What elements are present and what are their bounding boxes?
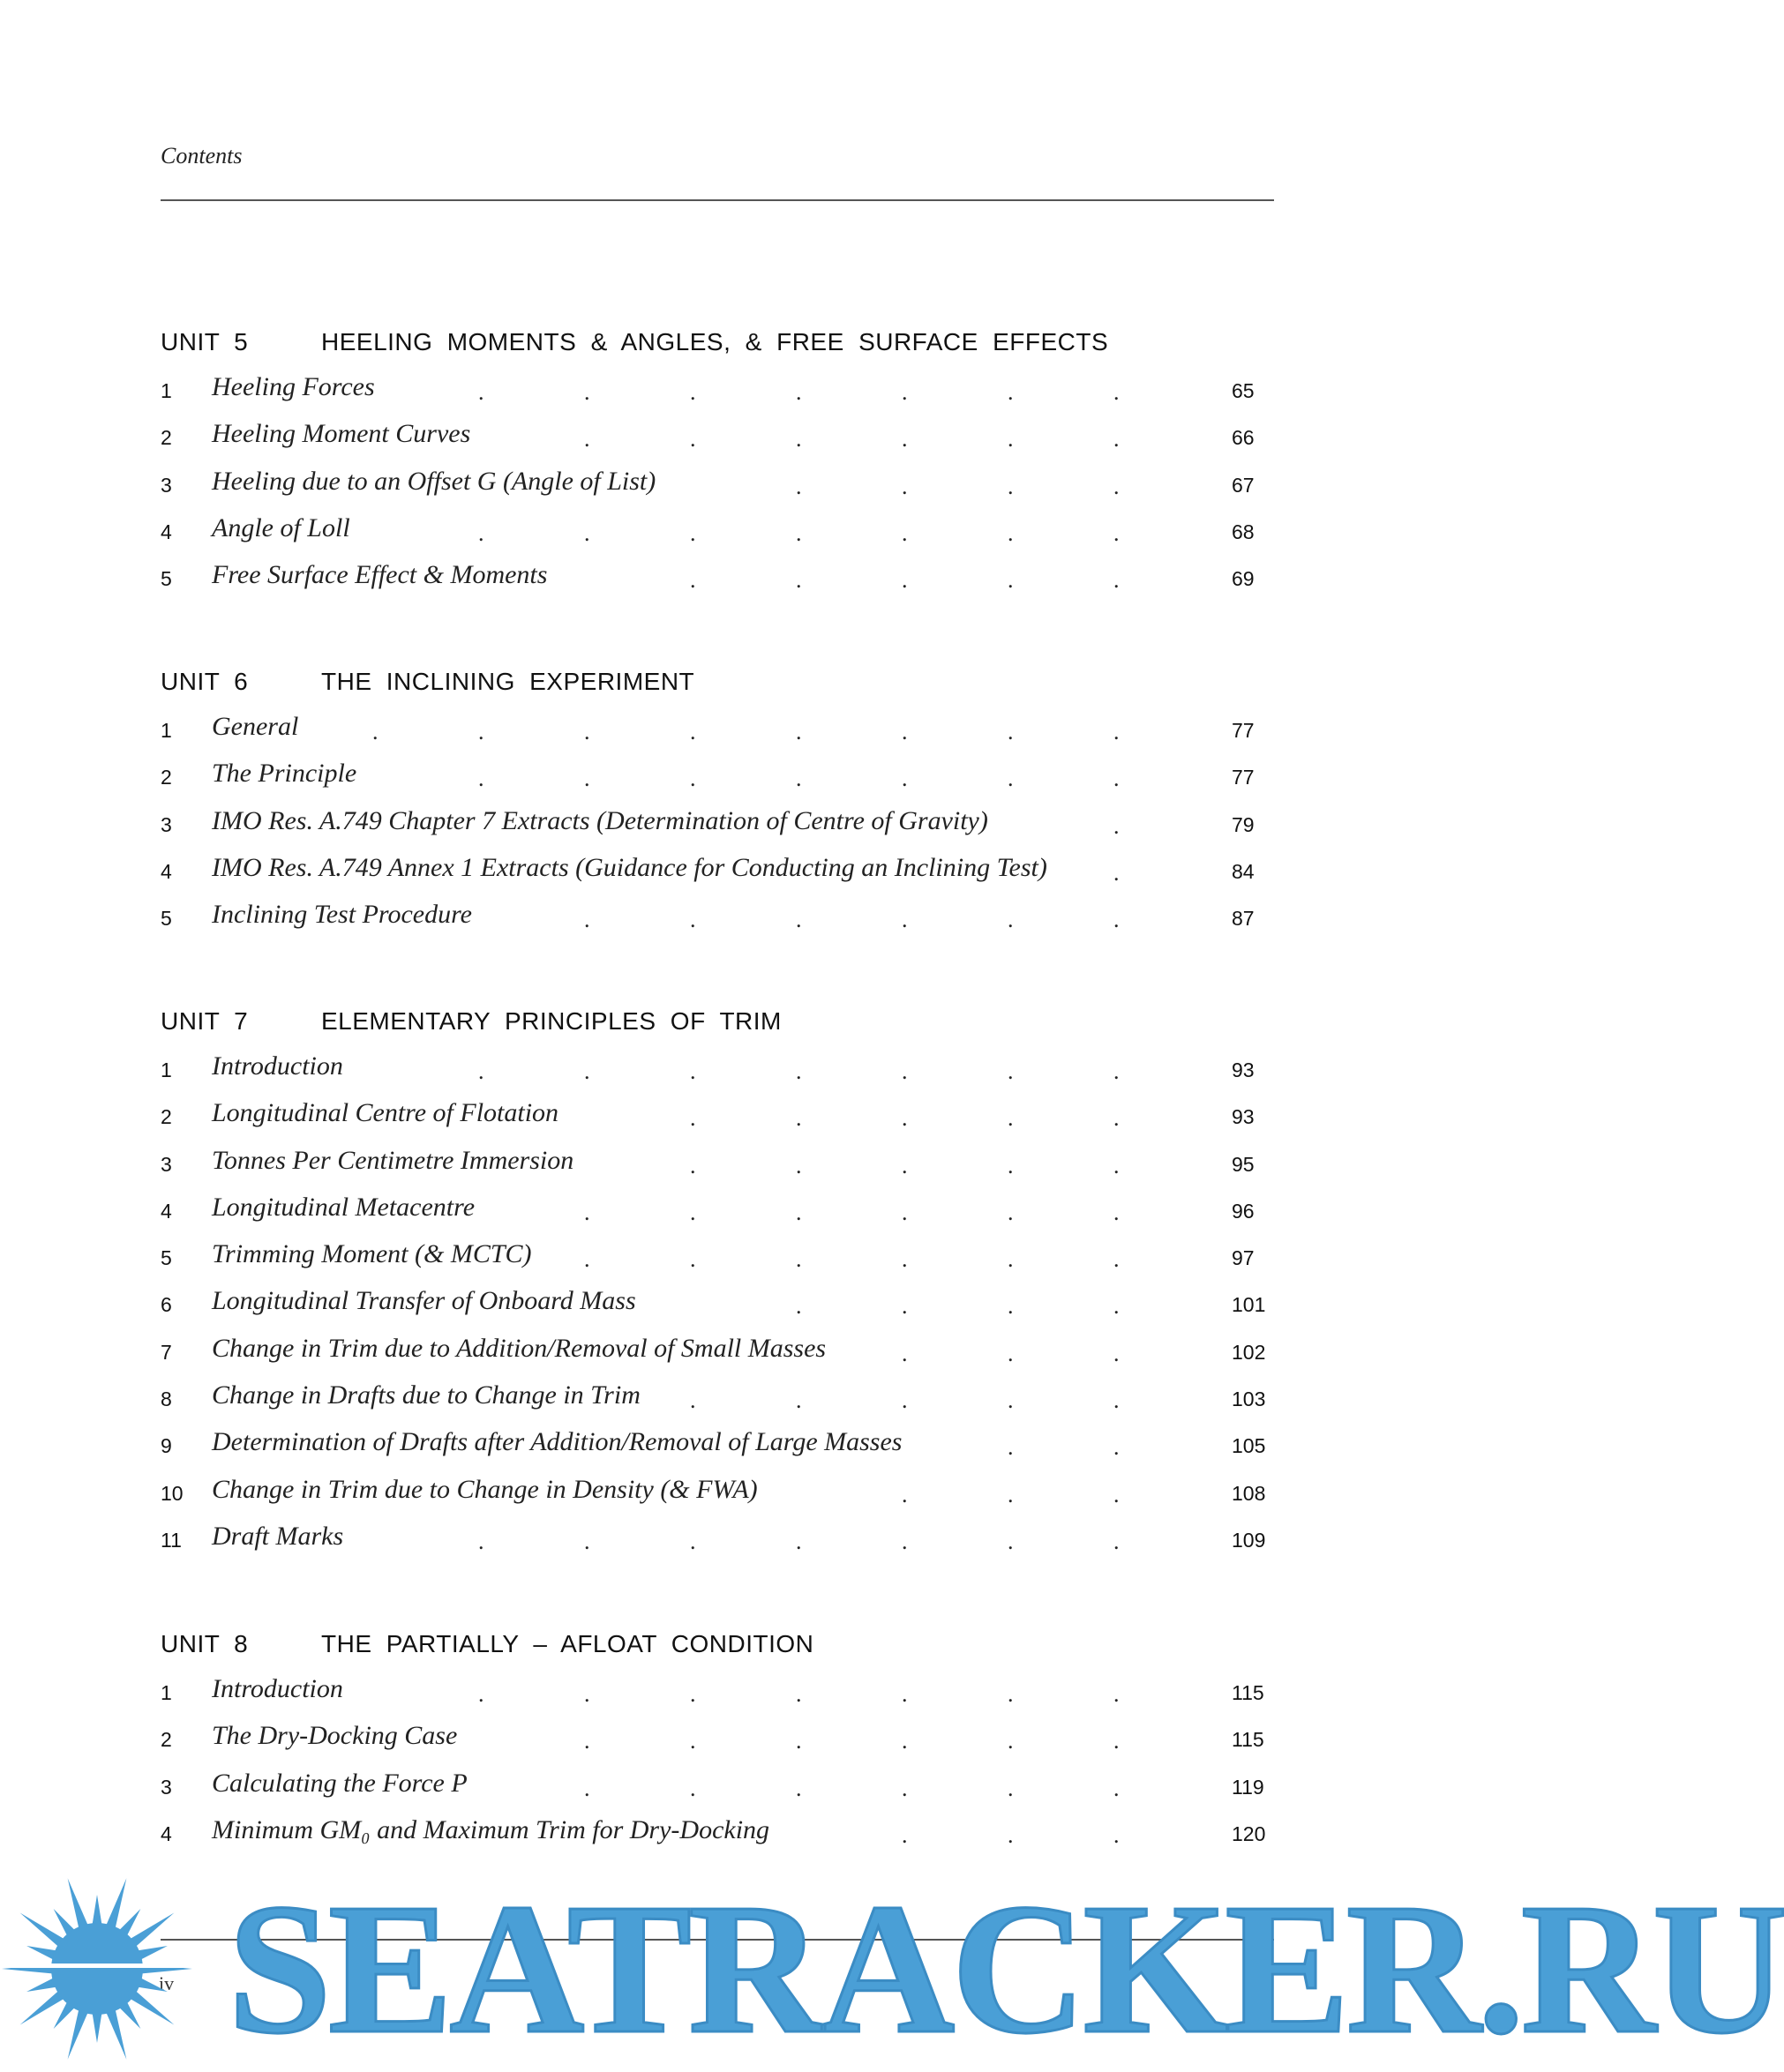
leader-dot: . (902, 766, 908, 792)
leader-dot: . (1008, 1681, 1014, 1707)
entry-title: Longitudinal Centre of Flotation (212, 1098, 559, 1128)
leader-dot: . (1113, 473, 1120, 499)
entry-page: 67 (1232, 473, 1255, 497)
entry-number: 4 (161, 1199, 172, 1223)
leader-dot: . (584, 1199, 590, 1225)
entry-title: Change in Trim due to Change in Density (& FWA) (212, 1474, 758, 1504)
entry-page: 101 (1232, 1293, 1266, 1317)
unit-title: THE PARTIALLY – AFLOAT CONDITION (321, 1630, 814, 1657)
leader-dot: . (902, 1340, 908, 1366)
watermark (0, 1865, 1784, 2072)
unit-label: UNIT 6 (161, 668, 249, 695)
leader-dot: . (690, 1775, 696, 1801)
unit-title: ELEMENTARY PRINCIPLES OF TRIM (321, 1007, 782, 1035)
leader-dot: . (1008, 1528, 1014, 1554)
unit-7-section (161, 997, 1274, 1563)
leader-dot: . (690, 1246, 696, 1273)
sun-ray (130, 1913, 174, 1948)
entry-title: The Principle (212, 759, 357, 789)
entry-title: Angle of Loll (212, 512, 350, 542)
entry-title: IMO Res. A.749 Annex 1 Extracts (Guidance for Conducting an Inclining Test) (212, 852, 1047, 882)
toc-entry[interactable] (161, 1093, 1274, 1140)
entry-number: 5 (161, 907, 172, 931)
leader-dot: . (902, 1199, 908, 1225)
entry-page: 68 (1232, 520, 1255, 543)
leader-dot: . (796, 1152, 802, 1178)
entry-page: 66 (1232, 426, 1255, 450)
leader-dot: . (796, 1199, 802, 1225)
unit-label: UNIT 5 (161, 328, 249, 355)
leader-dot: . (1008, 1821, 1014, 1848)
toc-entry[interactable] (161, 1375, 1274, 1422)
leader-dot: . (1113, 1199, 1120, 1225)
leader-dot: . (796, 1105, 802, 1132)
leader-dot: . (1113, 719, 1120, 744)
leader-dot: . (796, 1728, 802, 1754)
leader-dot: . (902, 1246, 908, 1273)
entry-title: Longitudinal Metacentre (212, 1192, 476, 1222)
leader-dot: . (1113, 1152, 1120, 1178)
entry-number: 8 (161, 1388, 172, 1411)
leader-dot: . (690, 1681, 696, 1707)
leader-dot: . (902, 1058, 908, 1084)
entry-number: 1 (161, 1681, 172, 1704)
leader-dot: . (1113, 1293, 1120, 1320)
leader-dot: . (690, 907, 696, 933)
toc-entry[interactable] (161, 461, 1274, 508)
entry-number: 7 (161, 1340, 172, 1364)
entry-number: 4 (161, 859, 172, 883)
leader-dot: . (1008, 1728, 1014, 1754)
entry-number: 3 (161, 1152, 172, 1176)
leader-dot: . (1113, 1388, 1120, 1414)
leader-dot: . (690, 1728, 696, 1754)
leader-dot: . (478, 520, 484, 546)
entry-number: 1 (161, 1058, 172, 1081)
leader-dot: . (796, 719, 802, 744)
leader-dot: . (1113, 812, 1120, 839)
leader-dot: . (690, 1199, 696, 1225)
leader-dot: . (902, 907, 908, 933)
entry-page: 65 (1232, 379, 1255, 402)
sun-ray (138, 1946, 168, 1960)
leader-dot: . (1008, 1388, 1014, 1414)
header-rule (161, 199, 1274, 201)
leader-dot: . (902, 1681, 908, 1707)
leader-dot: . (1008, 520, 1014, 546)
toc-entry[interactable] (161, 367, 1274, 414)
entry-title: Change in Drafts due to Change in Trim (212, 1380, 641, 1410)
leader-dot: . (584, 1775, 590, 1801)
leader-dot: . (796, 1246, 802, 1273)
toc-entry[interactable] (161, 555, 1274, 602)
leader-dot: . (1113, 1058, 1120, 1084)
leader-dot: . (690, 1388, 696, 1414)
toc-entry[interactable] (161, 1281, 1274, 1328)
toc-entry[interactable] (161, 1516, 1274, 1563)
leader-dot: . (796, 766, 802, 792)
leader-dot: . (902, 1528, 908, 1554)
leader-dot: . (478, 719, 484, 744)
leader-dot: . (902, 426, 908, 453)
entry-number: 4 (161, 1821, 172, 1845)
leader-dot: . (902, 1388, 908, 1414)
entry-page: 93 (1232, 1058, 1255, 1081)
sun-ray (130, 1991, 174, 2025)
entry-title: Introduction (212, 1674, 343, 1703)
sun-ray (68, 1878, 88, 1928)
entry-title: Tonnes Per Centimetre Immersion (212, 1145, 574, 1175)
leader-dot: . (796, 1775, 802, 1801)
sun-ray (106, 2009, 126, 2060)
entry-page: 77 (1232, 766, 1255, 789)
unit-5-section (161, 318, 1274, 602)
toc-entry[interactable] (161, 894, 1274, 941)
entry-page: 120 (1232, 1821, 1266, 1845)
entry-page: 95 (1232, 1152, 1255, 1176)
entry-title: Determination of Drafts after Addition/Removal of Large Masses (212, 1427, 903, 1457)
toc-entry[interactable] (161, 848, 1274, 894)
leader-dot: . (1113, 1434, 1120, 1461)
leader-dot: . (1008, 567, 1014, 594)
sun-ray (138, 1978, 168, 1992)
leader-dot: . (902, 1105, 908, 1132)
leader-dot: . (902, 473, 908, 499)
toc-entry[interactable] (161, 1470, 1274, 1516)
leader-dot: . (690, 1528, 696, 1554)
leader-dot: . (1113, 567, 1120, 594)
entry-title: Inclining Test Procedure (212, 900, 472, 930)
sun-ray (20, 1991, 64, 2025)
leader-dot: . (796, 1293, 802, 1320)
leader-dot: . (1113, 766, 1120, 792)
leader-dot: . (1008, 379, 1014, 405)
entry-page: 79 (1232, 812, 1255, 836)
leader-dot: . (478, 1528, 484, 1554)
unit-heading (161, 318, 1274, 367)
sun-ray (20, 1913, 64, 1948)
entry-number: 10 (161, 1481, 184, 1505)
leader-dot: . (1113, 1681, 1120, 1707)
leader-dot: . (1113, 1105, 1120, 1132)
entry-page: 108 (1232, 1481, 1266, 1505)
sun-ray (26, 1978, 56, 1992)
entry-number: 1 (161, 719, 172, 742)
leader-dot: . (690, 719, 696, 744)
leader-dot: . (902, 1775, 908, 1801)
toc-entry[interactable] (161, 1716, 1274, 1762)
entry-title: Longitudinal Transfer of Onboard Mass (212, 1286, 636, 1316)
leader-dot: . (796, 1528, 802, 1554)
leader-dot: . (1113, 1340, 1120, 1366)
entry-page: 115 (1232, 1728, 1264, 1752)
toc-entry[interactable] (161, 1234, 1274, 1281)
entry-number: 4 (161, 520, 172, 543)
leader-dot: . (796, 379, 802, 405)
entry-number: 5 (161, 1246, 172, 1270)
leader-dot: . (1008, 907, 1014, 933)
leader-dot: . (902, 379, 908, 405)
toc-entry[interactable] (161, 1328, 1274, 1375)
entry-number: 2 (161, 766, 172, 789)
leader-dot: . (1113, 1728, 1120, 1754)
leader-dot: . (902, 567, 908, 594)
entry-page: 84 (1232, 859, 1255, 883)
leader-dot: . (902, 1481, 908, 1507)
leader-dot: . (478, 1058, 484, 1084)
entry-title: Trimming Moment (& MCTC) (212, 1239, 532, 1269)
leader-dot: . (1008, 766, 1014, 792)
leader-dot: . (584, 766, 590, 792)
entry-number: 6 (161, 1293, 172, 1317)
entry-page: 77 (1232, 719, 1255, 742)
entry-title: General (212, 712, 299, 741)
entry-number: 2 (161, 1728, 172, 1752)
entry-page: 69 (1232, 567, 1255, 591)
leader-dot: . (1113, 520, 1120, 546)
leader-dot: . (902, 520, 908, 546)
leader-dot: . (1008, 1199, 1014, 1225)
toc-entry[interactable] (161, 1141, 1274, 1187)
entry-title: IMO Res. A.749 Chapter 7 Extracts (Determination of Centre of Gravity) (212, 805, 988, 835)
entry-title: The Dry-Docking Case (212, 1721, 458, 1751)
leader-dot: . (1008, 473, 1014, 499)
leader-dot: . (1008, 1775, 1014, 1801)
leader-dot: . (902, 1821, 908, 1848)
sun-icon (0, 1870, 221, 2062)
leader-dot: . (796, 1681, 802, 1707)
leader-dot: . (584, 379, 590, 405)
toc-entry[interactable] (161, 1669, 1274, 1716)
toc-entry[interactable] (161, 508, 1274, 555)
entry-number: 3 (161, 812, 172, 836)
unit-6-section (161, 657, 1274, 941)
entry-title: Draft Marks (212, 1521, 344, 1551)
leader-dot: . (1008, 1058, 1014, 1084)
leader-dot: . (690, 426, 696, 453)
leader-dot: . (690, 1105, 696, 1132)
leader-dot: . (584, 426, 590, 453)
leader-dot: . (1113, 1246, 1120, 1273)
entry-title: Change in Trim due to Addition/Removal of Small Masses (212, 1333, 827, 1363)
unit-heading (161, 1619, 1274, 1669)
entry-page: 105 (1232, 1434, 1266, 1458)
leader-dot: . (584, 1058, 590, 1084)
leader-dot: . (584, 520, 590, 546)
leader-dot: . (690, 1152, 696, 1178)
entry-number: 3 (161, 1775, 172, 1799)
leader-dot: . (584, 1681, 590, 1707)
entry-title: Heeling Moment Curves (212, 419, 471, 449)
leader-dot: . (1113, 1775, 1120, 1801)
toc-entry[interactable] (161, 1046, 1274, 1093)
entry-number: 2 (161, 426, 172, 450)
leader-dot: . (1113, 379, 1120, 405)
entry-page: 103 (1232, 1388, 1266, 1411)
leader-dot: . (690, 567, 696, 594)
leader-dot: . (796, 520, 802, 546)
entry-title: Heeling due to an Offset G (Angle of List) (212, 466, 656, 496)
entry-title: Introduction (212, 1051, 343, 1081)
leader-dot: . (690, 520, 696, 546)
sun-ray (106, 1878, 126, 1928)
leader-dot: . (690, 379, 696, 405)
leader-dot: . (1008, 1152, 1014, 1178)
leader-dot: . (1008, 1481, 1014, 1507)
toc-entry[interactable] (161, 1763, 1274, 1810)
unit-heading (161, 657, 1274, 707)
leader-dot: . (796, 1388, 802, 1414)
entry-page: 96 (1232, 1199, 1255, 1223)
unit-label: UNIT 8 (161, 1630, 249, 1657)
entry-title: Free Surface Effect & Moments (212, 560, 548, 590)
toc-entry[interactable] (161, 1187, 1274, 1234)
entry-number: 5 (161, 567, 172, 591)
leader-dot: . (902, 1152, 908, 1178)
leader-dot: . (796, 426, 802, 453)
entry-number: 11 (161, 1528, 182, 1552)
leader-dot: . (584, 719, 590, 744)
leader-dot: . (902, 719, 908, 744)
entry-number: 2 (161, 1105, 172, 1129)
leader-dot: . (1008, 1246, 1014, 1273)
entry-page: 93 (1232, 1105, 1255, 1129)
leader-dot: . (584, 1246, 590, 1273)
leader-dot: . (478, 766, 484, 792)
leader-dot: . (1008, 1434, 1014, 1461)
page-number: iv (159, 1972, 175, 1994)
leader-dot: . (796, 567, 802, 594)
toc-entry[interactable] (161, 707, 1274, 753)
leader-dot: . (1113, 1528, 1120, 1554)
leader-dot: . (1113, 859, 1120, 886)
toc-entry[interactable] (161, 801, 1274, 848)
watermark-text: SEATRACKER.RU (228, 1865, 1784, 2072)
leader-dot: . (1008, 1293, 1014, 1320)
unit-label: UNIT 7 (161, 1007, 249, 1035)
entry-page: 102 (1232, 1340, 1266, 1364)
sun-ray (26, 1946, 56, 1960)
unit-8-section (161, 1619, 1274, 1857)
entry-number: 9 (161, 1434, 172, 1458)
entry-number: 3 (161, 473, 172, 497)
unit-heading (161, 997, 1274, 1046)
leader-dot: . (902, 1293, 908, 1320)
leader-dot: . (584, 907, 590, 933)
sun-ray (68, 2009, 88, 2060)
leader-dot: . (584, 1528, 590, 1554)
toc-entry[interactable] (161, 753, 1274, 800)
toc-entry[interactable] (161, 1810, 1274, 1857)
leader-dot: . (796, 1058, 802, 1084)
leader-dot: . (1113, 1821, 1120, 1848)
unit-title: HEELING MOMENTS & ANGLES, & FREE SURFACE EFFECTS (321, 328, 1109, 355)
unit-title: THE INCLINING EXPERIMENT (321, 668, 695, 695)
leader-dot: . (372, 719, 379, 744)
entry-number: 1 (161, 379, 172, 402)
entry-title: Heeling Forces (212, 372, 375, 401)
leader-dot: . (690, 1058, 696, 1084)
leader-dot: . (478, 379, 484, 405)
leader-dot: . (796, 907, 802, 933)
entry-page: 109 (1232, 1528, 1266, 1552)
sun-ray (93, 2013, 102, 2043)
leader-dot: . (478, 1681, 484, 1707)
entry-page: 119 (1232, 1775, 1264, 1799)
entry-title: Calculating the Force P (212, 1768, 468, 1798)
entry-page: 97 (1232, 1246, 1255, 1270)
leader-dot: . (1008, 1105, 1014, 1132)
sun-ray (93, 1895, 102, 1925)
toc-entry[interactable] (161, 1422, 1274, 1469)
leader-dot: . (902, 1728, 908, 1754)
leader-dot: . (1113, 1481, 1120, 1507)
entry-page: 115 (1232, 1681, 1264, 1704)
leader-dot: . (584, 1728, 590, 1754)
entry-title: Minimum GM₀ and Maximum Trim for Dry-Docking (212, 1814, 770, 1844)
leader-dot: . (1113, 907, 1120, 933)
leader-dot: . (796, 473, 802, 499)
entry-page: 87 (1232, 907, 1255, 931)
leader-dot: . (1008, 1340, 1014, 1366)
leader-dot: . (1113, 426, 1120, 453)
leader-dot: . (1008, 719, 1014, 744)
toc-entry[interactable] (161, 414, 1274, 460)
leader-dot: . (690, 766, 696, 792)
leader-dot: . (1008, 426, 1014, 453)
running-head: Contents (161, 143, 243, 168)
